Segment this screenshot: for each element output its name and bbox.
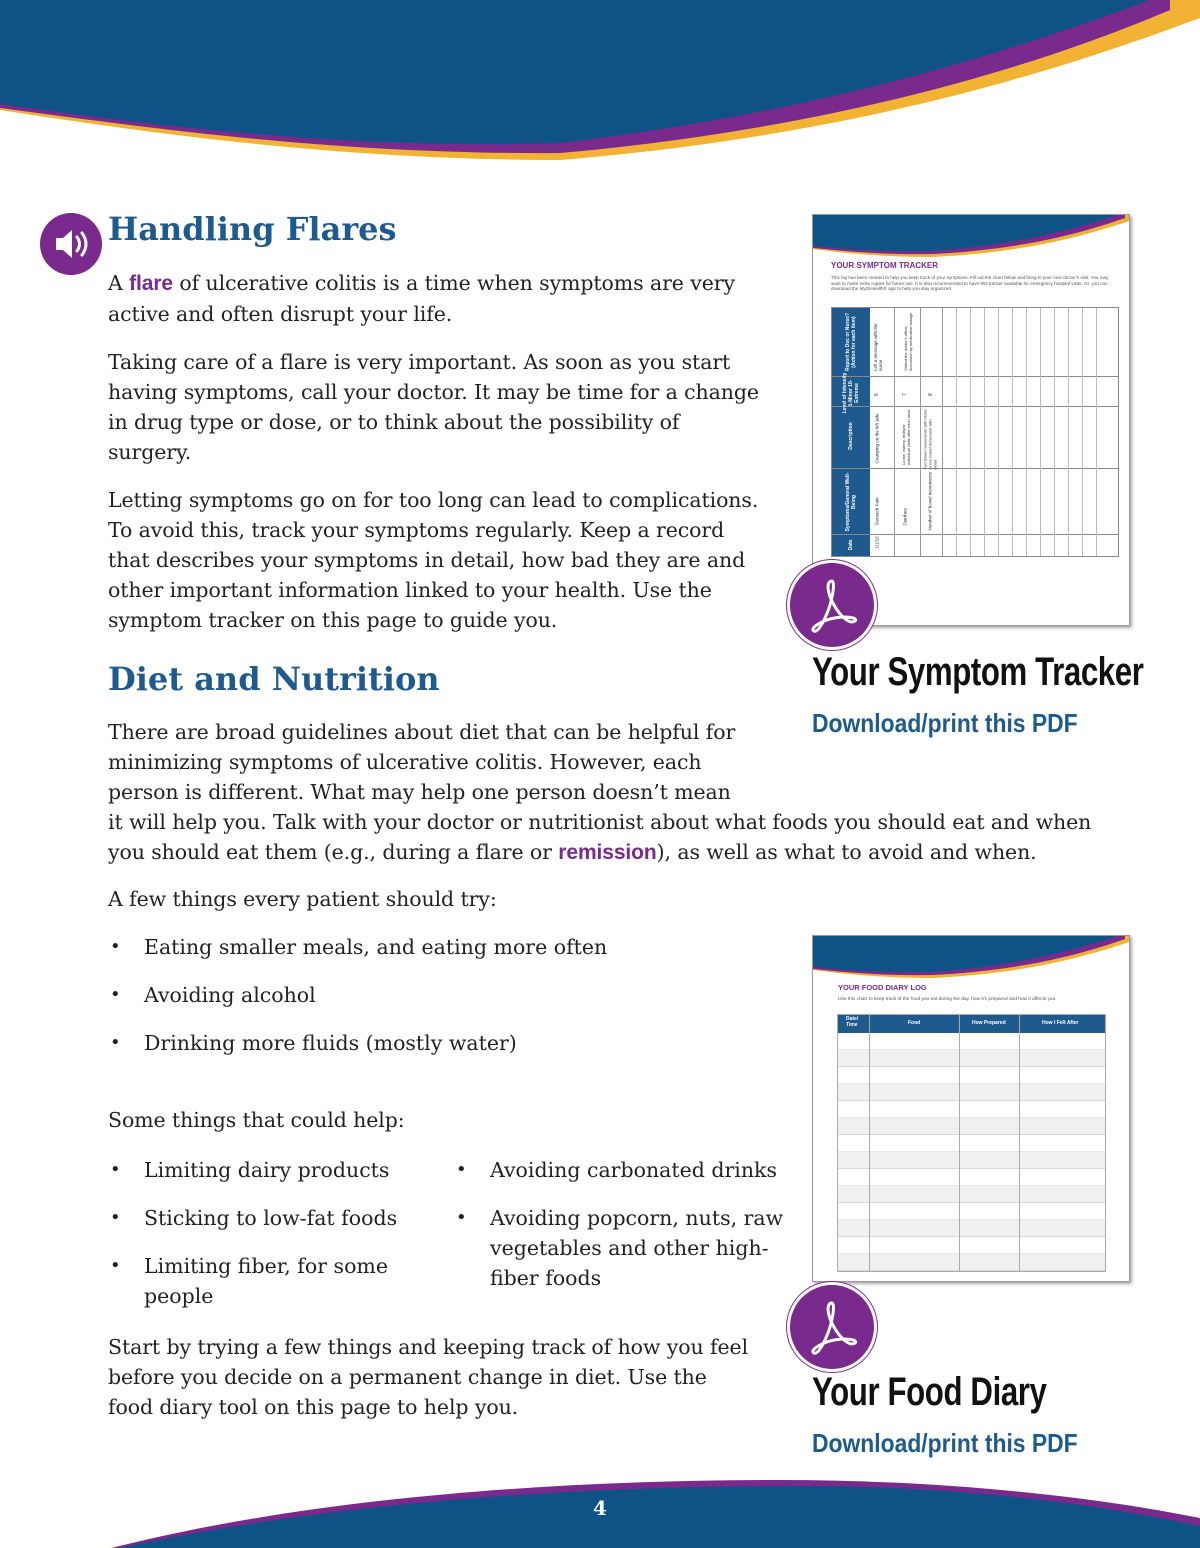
list-item: • Sticking to low-fat foods <box>108 1203 398 1233</box>
symptom-thumb-col-date: Date <box>848 539 854 551</box>
thumb-header-wave <box>813 215 1129 265</box>
list-item: • Drinking more fluids (mostly water) <box>108 1028 728 1058</box>
diet-nutrition-heading: Diet and Nutrition <box>108 660 440 698</box>
flare-term-link[interactable]: flare <box>129 272 173 295</box>
list-item: • Avoiding popcorn, nuts, raw vegetables and other high-fiber foods <box>454 1203 784 1293</box>
symptom-thumb-row1-symptom: Stomach Pain <box>874 497 880 526</box>
symptom-thumb-row2-symptom: Diarrhea <box>902 508 908 526</box>
list-item: • Eating smaller meals, and eating more often <box>108 932 728 962</box>
symptom-tracker-download-link[interactable]: Download/print this PDF <box>812 708 1078 738</box>
list-item: • Limiting dairy products <box>108 1155 398 1185</box>
help-intro: Some things that could help: <box>108 1108 405 1132</box>
list-item: • Avoiding alcohol <box>108 980 728 1010</box>
list-item: • Limiting fiber, for some people <box>108 1251 398 1311</box>
food-thumb-col-food: Food <box>908 1020 921 1026</box>
try-list <box>108 932 728 1058</box>
symptom-thumb-row3-symptom: Number of bowel movements <box>927 471 933 531</box>
food-thumb-col-prepared: How Prepared <box>972 1020 1006 1026</box>
diet-closing-paragraph: Start by trying a few things and keeping track of how you feel before you decide on a permanent change in diet. Use the food diary tool on this page to help you. <box>108 1335 749 1419</box>
list-item: • Avoiding carbonated drinks <box>454 1155 784 1185</box>
symptom-tracker-pdf-icon[interactable] <box>787 560 877 650</box>
food-thumb-heading: YOUR FOOD DIARY LOG <box>838 983 927 992</box>
symptom-thumb-row1-level: 5 <box>874 393 880 396</box>
handling-flares-heading: Handling Flares <box>108 210 397 248</box>
remission-term-link[interactable]: remission <box>558 841 657 864</box>
flares-paragraph-1: A flare of ulcerative colitis is a time when symptoms are very active and often disrupt your life. <box>108 271 735 326</box>
food-diary-title: Your Food Diary <box>812 1370 1047 1414</box>
symptom-thumb-col-report: Report to Doc or Nurse? (Action for each item) <box>845 312 857 372</box>
food-diary-pdf-icon[interactable] <box>787 1282 877 1372</box>
flares-paragraph-3: Letting symptoms go on for too long can lead to complications. To avoid this, track your symptoms regularly. Keep a record that describes your symptoms in detail, how bad they are and other important information linked to your health. Use the symptom tracker on this page to guide you. <box>108 488 759 632</box>
speaker-icon[interactable] <box>40 213 102 275</box>
symptom-thumb-row2-report: Visited the doctor's office, increased my medication dosage <box>903 312 913 371</box>
symptom-tracker-title: Your Symptom Tracker <box>812 650 1144 694</box>
symptom-thumb-row1-description: Cramping on the left side <box>874 413 880 464</box>
symptom-thumb-row3-level: 8 <box>928 393 934 396</box>
symptom-thumb-heading: YOUR SYMPTOM TRACKER <box>831 261 938 270</box>
page-number: 4 <box>593 1496 607 1520</box>
flares-text <box>108 268 768 635</box>
symptom-thumb-row1-report: Left a message with the nurse <box>873 323 883 371</box>
try-intro: A few things every patient should try: <box>108 887 497 911</box>
food-thumb-intro: Use this chart to keep track of the food you eat during the day, how it's prepared and how it affects you. <box>838 997 1057 1002</box>
food-thumb-col-date: Date/ Time <box>846 1016 859 1028</box>
help-list-right <box>454 1155 784 1293</box>
symptom-thumb-row2-level: 7 <box>902 393 908 396</box>
food-thumb-table <box>837 1014 1106 1272</box>
symptom-thumb-row1-date: 1/1/15 <box>874 536 880 549</box>
symptom-thumb-col-description: Description <box>848 422 854 450</box>
symptom-thumb-intro: This log has been created to help you keep track of your symptoms. Fill out the chart below and bring to your next doctor's visit. You may want to make extra copies for future use. It is also recommended to have this tracker available for emergency hospital visits. Or, you can download the MyGiHealth® app to help you stay organized. <box>831 275 1109 292</box>
help-list-left <box>108 1155 398 1311</box>
symptom-thumb-table <box>831 307 1119 557</box>
header-wave <box>0 0 1200 170</box>
diet-paragraph-1: There are broad guidelines about diet that can be helpful for minimizing symptoms of ulcerative colitis. However, each person is different. What may help one person doesn’t mean it will help you. Talk with your doctor or nutritionist about what foods you should eat and when you should eat them (e.g., during a flare or remission), as well as what to avoid and when. <box>108 720 1092 864</box>
symptom-thumb-row3-description: Two bowel movements with blood or low bowel movement with blood <box>922 409 938 470</box>
thumb-header-wave <box>813 936 1129 986</box>
symptom-thumb-col-level: Level of Intensity 1-Minor 10-Extreme <box>842 372 860 414</box>
symptom-thumb-row2-description: Loose, watery, multiple individual visits after each meal <box>901 409 911 465</box>
flares-paragraph-2: Taking care of a flare is very important. As soon as you start having symptoms, call your doctor. It may be time for a change in drug type or dose, or to think about the possibility of surgery. <box>108 350 759 464</box>
food-thumb-col-felt: How I Felt After <box>1042 1020 1079 1026</box>
food-diary-download-link[interactable]: Download/print this PDF <box>812 1428 1078 1458</box>
symptom-thumb-col-symptoms: Symptoms/General Well-Being <box>845 472 857 532</box>
food-diary-thumbnail[interactable] <box>812 935 1130 1282</box>
